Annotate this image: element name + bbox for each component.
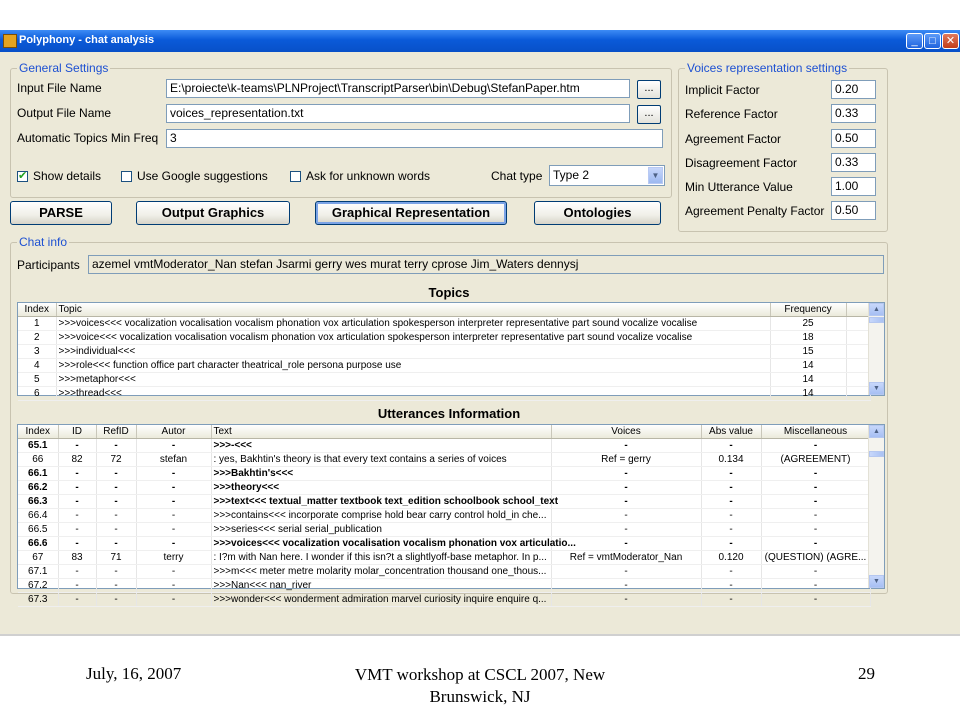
agreement-penalty-field[interactable]: 0.50 (831, 201, 876, 220)
minimize-button[interactable]: _ (906, 33, 923, 49)
agreement-factor-field[interactable]: 0.50 (831, 129, 876, 148)
utt-id-cell: - (58, 579, 96, 593)
use-google-checkbox[interactable] (121, 171, 132, 182)
min-utterance-field[interactable]: 1.00 (831, 177, 876, 196)
utt-voices-cell: - (551, 439, 701, 453)
app-window (0, 30, 960, 634)
utt-voices-cell: - (551, 495, 701, 509)
footer-venue-line1: VMT workshop at CSCL 2007, New (354, 665, 606, 684)
utt-autor-cell: terry (136, 551, 211, 565)
scroll-thumb[interactable] (869, 451, 884, 457)
utterance-row[interactable] (18, 523, 870, 537)
utt-text-cell: >>>Bakhtin's<<< (211, 467, 551, 481)
utterance-row[interactable] (18, 509, 870, 523)
utt-id-cell: - (58, 509, 96, 523)
topics-min-freq-field[interactable]: 3 (166, 129, 663, 148)
utt-text-cell: >>>theory<<< (211, 481, 551, 495)
topic-frequency-cell: 14 (770, 359, 846, 373)
voices-settings-group (678, 61, 888, 232)
utt-refid-cell: 71 (96, 551, 136, 565)
utt-id-cell: - (58, 565, 96, 579)
utt-index-cell: 66.2 (18, 481, 58, 495)
topic-spacer-cell (846, 359, 870, 373)
topic-row[interactable] (18, 345, 870, 359)
utt-abs-value-cell: - (701, 523, 761, 537)
utt-text-cell: >>>wonder<<< wonderment admiration marvel curiosity inquire enquire q... (211, 593, 551, 607)
reference-factor-field[interactable]: 0.33 (831, 104, 876, 123)
topic-index-cell: 4 (18, 359, 56, 373)
app-icon (3, 34, 17, 48)
topic-text-cell: >>>thread<<< (56, 387, 770, 401)
output-file-field[interactable]: voices_representation.txt (166, 104, 630, 123)
utt-abs-value-cell: 0.134 (701, 453, 761, 467)
topic-frequency-cell: 25 (770, 317, 846, 331)
utt-text-cell: >>>series<<< serial serial_publication (211, 523, 551, 537)
utt-autor-cell: - (136, 579, 211, 593)
utt-index-cell: 65.1 (18, 439, 58, 453)
utt-abs-value-cell: - (701, 495, 761, 509)
utt-voices-cell: Ref = vmtModerator_Nan (551, 551, 701, 565)
topic-spacer-cell (846, 387, 870, 401)
utt-col-id[interactable]: ID (58, 425, 96, 439)
utt-index-cell: 67.3 (18, 593, 58, 607)
browse-input-button[interactable]: ... (637, 80, 661, 99)
utt-id-cell: - (58, 439, 96, 453)
utt-misc-cell: (QUESTION) (AGRE... (761, 551, 870, 565)
utt-misc-cell: - (761, 537, 870, 551)
utt-misc-cell: - (761, 467, 870, 481)
scroll-up-icon[interactable]: ▲ (869, 425, 884, 438)
utterance-row[interactable] (18, 537, 870, 551)
utt-refid-cell: - (96, 523, 136, 537)
utt-autor-cell: - (136, 495, 211, 509)
maximize-button[interactable]: □ (924, 33, 941, 49)
utt-text-cell: >>>Nan<<< nan_river (211, 579, 551, 593)
min-utterance-label: Min Utterance Value (685, 180, 793, 194)
utt-abs-value-cell: - (701, 565, 761, 579)
topics-col-frequency[interactable]: Frequency (770, 303, 846, 317)
scroll-up-icon[interactable]: ▲ (869, 303, 884, 316)
general-settings-title: General Settings (19, 61, 109, 75)
utt-voices-cell: - (551, 481, 701, 495)
utt-misc-cell: - (761, 481, 870, 495)
close-button[interactable]: ✕ (942, 33, 959, 49)
utt-autor-cell: - (136, 481, 211, 495)
utt-voices-cell: - (551, 565, 701, 579)
topic-row[interactable] (18, 373, 870, 387)
utterance-row[interactable] (18, 467, 870, 481)
reference-factor-label: Reference Factor (685, 107, 778, 121)
topic-text-cell: >>>role<<< function office part character theatrical_role persona purpose use (56, 359, 770, 373)
check-mark-icon: ✔ (18, 170, 28, 182)
chat-info-group (10, 235, 888, 605)
utt-autor-cell: - (136, 467, 211, 481)
utt-refid-cell: - (96, 481, 136, 495)
utt-misc-cell: - (761, 509, 870, 523)
utt-misc-cell: (AGREEMENT) (761, 453, 870, 467)
utt-autor-cell: - (136, 537, 211, 551)
utt-id-cell: - (58, 467, 96, 481)
topic-spacer-cell (846, 331, 870, 345)
utt-text-cell: >>>-<<< (211, 439, 551, 453)
ask-unknown-label: Ask for unknown words (306, 169, 431, 183)
utt-abs-value-cell: - (701, 593, 761, 607)
utt-text-cell: >>>m<<< meter metre molarity molar_concentration thousand one_thous... (211, 565, 551, 579)
utt-autor-cell: - (136, 523, 211, 537)
utt-refid-cell: 72 (96, 453, 136, 467)
utt-abs-value-cell: - (701, 467, 761, 481)
topic-index-cell: 2 (18, 331, 56, 345)
utt-misc-cell: - (761, 593, 870, 607)
topic-spacer-cell (846, 345, 870, 359)
utt-id-cell: 83 (58, 551, 96, 565)
utt-refid-cell: - (96, 439, 136, 453)
participants-field[interactable]: azemel vmtModerator_Nan stefan Jsarmi gerry wes murat terry cprose Jim_Waters dennysj (88, 255, 884, 274)
utt-abs-value-cell: - (701, 439, 761, 453)
utt-index-cell: 67 (18, 551, 58, 565)
topic-row[interactable] (18, 387, 870, 401)
utt-text-cell: >>>voices<<< vocalization vocalisation vocalism phonation vox articulatio... (211, 537, 551, 551)
utterance-row[interactable] (18, 579, 870, 593)
topics-heading: Topics (428, 285, 470, 300)
ask-unknown-checkbox[interactable] (290, 171, 301, 182)
utt-id-cell: - (58, 537, 96, 551)
utt-misc-cell: - (761, 523, 870, 537)
topics-header-row (18, 303, 870, 317)
footer-date: July, 16, 2007 (86, 664, 182, 683)
utt-voices-cell: - (551, 537, 701, 551)
utt-abs-value-cell: 0.120 (701, 551, 761, 565)
utt-index-cell: 66.6 (18, 537, 58, 551)
utt-col-autor[interactable]: Autor (136, 425, 211, 439)
utterance-row[interactable] (18, 439, 870, 453)
utt-autor-cell: - (136, 565, 211, 579)
topics-scrollbar[interactable] (868, 303, 884, 395)
utterance-row[interactable] (18, 551, 870, 565)
ontologies-button[interactable]: Ontologies (534, 201, 661, 225)
utt-id-cell: - (58, 495, 96, 509)
scroll-down-icon[interactable]: ▼ (869, 382, 884, 395)
topic-text-cell: >>>individual<<< (56, 345, 770, 359)
utt-text-cell: : I?m with Nan here. I wonder if this isn?t a slightlyoff-base metaphor. In p... (211, 551, 551, 565)
utt-index-cell: 66.1 (18, 467, 58, 481)
scroll-thumb[interactable] (869, 317, 884, 323)
utterances-grid[interactable] (17, 424, 885, 605)
browse-output-button[interactable]: ... (637, 105, 661, 124)
utt-refid-cell: - (96, 495, 136, 509)
utt-voices-cell: Ref = gerry (551, 453, 701, 467)
output-graphics-button[interactable]: Output Graphics (136, 201, 290, 225)
utt-misc-cell: - (761, 439, 870, 453)
utt-index-cell: 66.3 (18, 495, 58, 509)
topic-row[interactable] (18, 359, 870, 373)
input-file-field[interactable]: E:\proiecte\k-teams\PLNProject\TranscriptParser\bin\Debug\StefanPaper.htm (166, 79, 630, 98)
participants-label: Participants (17, 258, 80, 272)
chat-info-title: Chat info (19, 235, 68, 249)
utt-abs-value-cell: - (701, 579, 761, 593)
utt-refid-cell: - (96, 579, 136, 593)
utt-voices-cell: - (551, 593, 701, 607)
utt-id-cell: 82 (58, 453, 96, 467)
disagreement-factor-label: Disagreement Factor (685, 156, 798, 170)
window-title: Polyphony - chat analysis (19, 34, 155, 46)
utt-voices-cell: - (551, 579, 701, 593)
topic-index-cell: 5 (18, 373, 56, 387)
utt-index-cell: 67.1 (18, 565, 58, 579)
utt-refid-cell: - (96, 565, 136, 579)
topic-spacer-cell (846, 373, 870, 387)
scroll-down-icon[interactable]: ▼ (869, 575, 884, 588)
utt-autor-cell: - (136, 509, 211, 523)
utt-col-text[interactable]: Text (211, 425, 551, 439)
topics-grid[interactable] (17, 302, 885, 399)
utt-index-cell: 66.4 (18, 509, 58, 523)
topic-frequency-cell: 14 (770, 387, 846, 401)
topics-col-topic[interactable]: Topic (56, 303, 770, 317)
utt-refid-cell: - (96, 467, 136, 481)
topic-row[interactable] (18, 317, 870, 331)
implicit-factor-label: Implicit Factor (685, 83, 760, 97)
topics-col-index[interactable]: Index (18, 303, 56, 317)
chat-type-select[interactable] (549, 165, 665, 186)
utt-text-cell: >>>text<<< textual_matter textbook text_edition schoolbook school_text (211, 495, 551, 509)
utt-index-cell: 66 (18, 453, 58, 467)
utterance-row[interactable] (18, 565, 870, 579)
utt-index-cell: 67.2 (18, 579, 58, 593)
utt-abs-value-cell: - (701, 537, 761, 551)
utterance-row[interactable] (18, 495, 870, 509)
implicit-factor-field[interactable]: 0.20 (831, 80, 876, 99)
topic-text-cell: >>>voice<<< vocalization vocalisation vocalism phonation vox articulation spokesperson interpreter representative part sound vocalize vocalise (56, 331, 770, 345)
utterances-scrollbar[interactable] (868, 425, 884, 588)
utterances-header-row (18, 425, 870, 439)
disagreement-factor-field[interactable]: 0.33 (831, 153, 876, 172)
utt-refid-cell: - (96, 509, 136, 523)
utt-col-misc[interactable]: Miscellaneous (761, 425, 870, 439)
output-file-label: Output File Name (17, 106, 112, 120)
utt-misc-cell: - (761, 495, 870, 509)
utt-col-voices[interactable]: Voices (551, 425, 701, 439)
utt-misc-cell: - (761, 565, 870, 579)
topic-index-cell: 6 (18, 387, 56, 401)
utt-abs-value-cell: - (701, 481, 761, 495)
show-details-label: Show details (33, 169, 102, 183)
agreement-penalty-label: Agreement Penalty Factor (685, 204, 825, 218)
utt-id-cell: - (58, 481, 96, 495)
topic-frequency-cell: 15 (770, 345, 846, 359)
utterance-row[interactable] (18, 593, 870, 607)
utt-autor-cell: - (136, 439, 211, 453)
topic-text-cell: >>>voices<<< vocalization vocalisation vocalism phonation vox articulation spokesperson interpreter representative part sound vocalize vocalise (56, 317, 770, 331)
utt-refid-cell: - (96, 593, 136, 607)
input-file-label: Input File Name (17, 81, 102, 95)
utt-col-refid[interactable]: RefID (96, 425, 136, 439)
general-settings-group (10, 61, 672, 198)
utt-col-abs-value[interactable]: Abs value (701, 425, 761, 439)
voices-settings-title: Voices representation settings (687, 61, 848, 75)
slide-divider (0, 634, 960, 636)
topics-col-spacer (846, 303, 870, 317)
parse-button[interactable]: PARSE (10, 201, 112, 225)
utterance-row[interactable] (18, 481, 870, 495)
graphical-representation-button[interactable]: Graphical Representation (315, 201, 507, 225)
topic-text-cell: >>>metaphor<<< (56, 373, 770, 387)
utt-text-cell: : yes, Bakhtin's theory is that every text contains a series of voices (211, 453, 551, 467)
utt-voices-cell: - (551, 467, 701, 481)
utt-voices-cell: - (551, 523, 701, 537)
footer-venue-line2: Brunswick, NJ (429, 687, 531, 706)
topic-index-cell: 1 (18, 317, 56, 331)
utt-misc-cell: - (761, 579, 870, 593)
topic-row[interactable] (18, 331, 870, 345)
footer-venue (320, 664, 640, 708)
use-google-label: Use Google suggestions (137, 169, 268, 183)
utt-abs-value-cell: - (701, 509, 761, 523)
utt-autor-cell: stefan (136, 453, 211, 467)
utt-id-cell: - (58, 523, 96, 537)
topic-index-cell: 3 (18, 345, 56, 359)
utterances-heading: Utterances Information (377, 406, 521, 421)
chat-type-value: Type 2 (553, 168, 590, 182)
utt-refid-cell: - (96, 537, 136, 551)
chevron-down-icon[interactable]: ▼ (648, 167, 663, 184)
show-details-checkbox[interactable] (17, 171, 28, 182)
utt-autor-cell: - (136, 593, 211, 607)
title-bar[interactable] (0, 30, 960, 52)
utt-voices-cell: - (551, 509, 701, 523)
agreement-factor-label: Agreement Factor (685, 132, 782, 146)
utterance-row[interactable] (18, 453, 870, 467)
utt-index-cell: 66.5 (18, 523, 58, 537)
chat-type-label: Chat type (491, 169, 543, 183)
utt-text-cell: >>>contains<<< incorporate comprise hold bear carry control hold_in che... (211, 509, 551, 523)
utt-id-cell: - (58, 593, 96, 607)
topic-spacer-cell (846, 317, 870, 331)
topics-min-freq-label: Automatic Topics Min Freq (17, 131, 159, 145)
topic-frequency-cell: 18 (770, 331, 846, 345)
utt-col-index[interactable]: Index (18, 425, 58, 439)
topic-frequency-cell: 14 (770, 373, 846, 387)
footer-page-number: 29 (858, 664, 875, 683)
